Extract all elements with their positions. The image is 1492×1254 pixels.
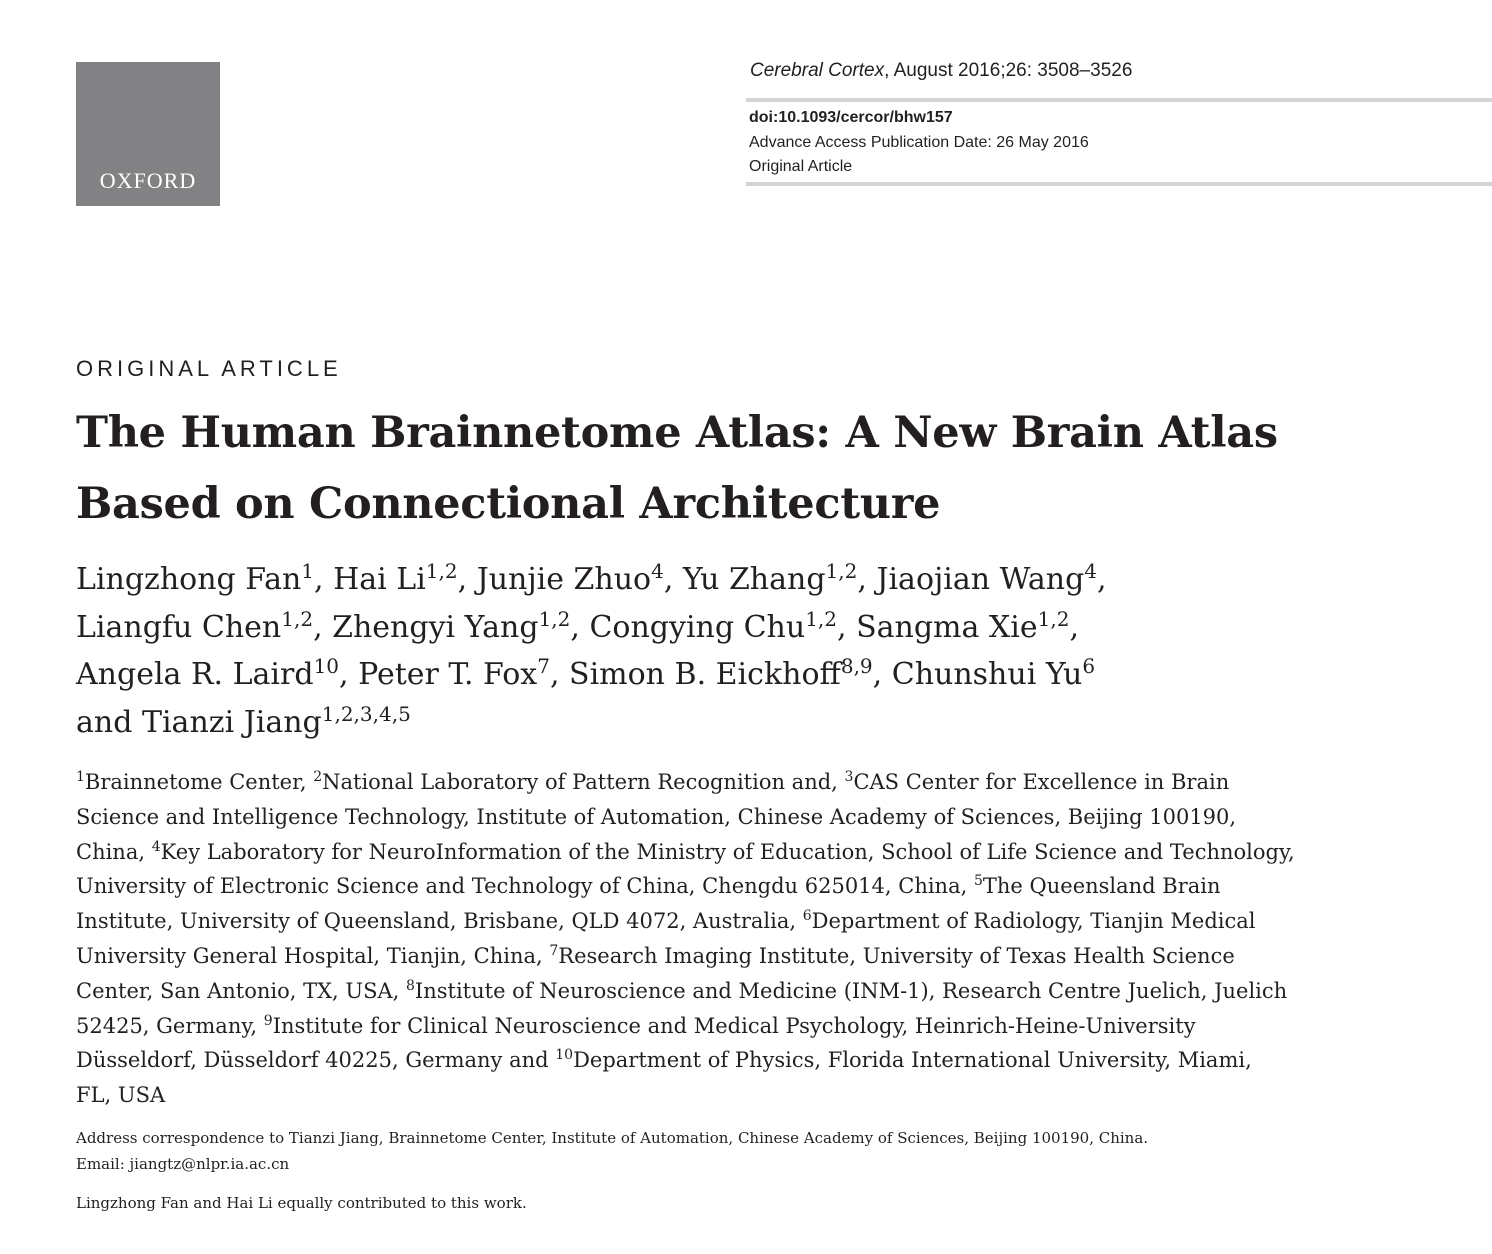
author-affiliation: 6 <box>1082 654 1096 678</box>
correspondence <box>76 1125 1148 1177</box>
affiliation-line <box>76 1043 1456 1078</box>
author-line <box>76 556 1456 604</box>
affiliation-number: 8 <box>406 977 415 994</box>
author-affiliation: 7 <box>537 654 550 678</box>
affiliation-line <box>76 1009 1456 1044</box>
affiliation-number: 3 <box>844 769 854 785</box>
author-separator: , <box>872 657 892 692</box>
author-name[interactable]: Sangma Xie <box>856 609 1038 645</box>
title-line: Based on Connectional Architecture <box>76 479 941 529</box>
title-line: The Human Brainnetome Atlas: A New Brain Atlas <box>76 408 1278 458</box>
article-title <box>76 398 1376 540</box>
oxford-logo <box>76 62 220 206</box>
affiliation-line <box>76 835 1456 870</box>
logo-text: OXFORD <box>99 168 197 193</box>
author-affiliation: 4 <box>1084 559 1098 583</box>
author-name[interactable]: Angela R. Laird <box>76 657 314 692</box>
author-name[interactable]: and Tianzi Jiang <box>76 704 322 740</box>
author-name[interactable]: Peter T. Fox <box>358 657 538 692</box>
author-affiliation: 1,2 <box>281 606 314 631</box>
author-name[interactable]: Zhengyi Yang <box>332 609 539 645</box>
author-line <box>76 604 1456 652</box>
author-line <box>76 699 1456 747</box>
author-name[interactable]: Lingzhong Fan <box>76 562 302 597</box>
affiliation-text: Key Laboratory for NeuroInformation of the Ministry of Education, School of Life Science and Technology, <box>160 839 1295 864</box>
author-affiliation: 8,9 <box>840 654 873 678</box>
affiliation-text: Research Imaging Institute, University of Texas Health Science <box>558 943 1235 968</box>
article-type: Original Article <box>749 158 853 175</box>
author-separator: , <box>1069 609 1079 645</box>
author-separator: , <box>457 562 477 597</box>
affiliation-text: Düsseldorf, Düsseldorf 40225, Germany and <box>76 1048 556 1073</box>
author-name[interactable]: Liangfu Chen <box>76 609 282 645</box>
affiliation-text: Brainnetome Center, <box>84 770 314 794</box>
author-name[interactable]: Congying Chu <box>589 609 806 645</box>
affiliation-text: Institute for Clinical Neuroscience and Medical Psychology, Heinrich-Heine-University <box>272 1013 1196 1038</box>
correspondence-email[interactable]: Email: jiangtz@nlpr.ia.ac.cn <box>76 1155 290 1173</box>
author-name[interactable]: Jiaojian Wang <box>876 562 1085 597</box>
affiliation-text: 52425, Germany, <box>76 1013 264 1038</box>
equal-contribution-note: Lingzhong Fan and Hai Li equally contributed to this work. <box>76 1194 527 1212</box>
author-affiliation: 1,2 <box>805 606 838 631</box>
author-affiliation: 1 <box>301 559 315 583</box>
author-affiliation: 1,2 <box>825 559 858 583</box>
correspondence-address: Address correspondence to Tianzi Jiang, Brainnetome Center, Institute of Automation, Chinese Academy of Sciences, Beijing 100190, China. <box>76 1129 1149 1147</box>
author-separator: , <box>663 562 683 597</box>
affiliation-text: The Queensland Brain <box>982 874 1221 899</box>
affiliation-line <box>76 800 1456 835</box>
affiliation-text: CAS Center for Excellence in Brain <box>853 770 1230 794</box>
affiliation-number: 4 <box>151 838 161 855</box>
author-name[interactable]: Yu Zhang <box>682 562 826 597</box>
affiliation-line <box>76 1078 1456 1113</box>
affiliation-number: 7 <box>549 942 559 959</box>
author-name[interactable]: Junjie Zhuo <box>476 562 652 597</box>
header-rule-bottom <box>746 182 1492 186</box>
affiliation-line <box>76 974 1456 1009</box>
author-name[interactable]: Chunshui Yu <box>891 657 1083 692</box>
affiliation-text: Institute of Neuroscience and Medicine (INM-1), Research Centre Juelich, Juelich <box>414 978 1288 1003</box>
affiliation-line <box>76 904 1456 939</box>
author-affiliation: 1,2 <box>538 606 571 631</box>
affiliation-text: National Laboratory of Pattern Recognition and, <box>322 770 845 794</box>
affiliation-line <box>76 939 1456 974</box>
journal-name: Cerebral Cortex <box>750 60 885 81</box>
affiliation-text: Department of Radiology, Tianjin Medical <box>811 909 1256 934</box>
journal-issue: , August 2016;26: 3508–3526 <box>884 60 1133 81</box>
affiliation-text: China, <box>76 839 152 864</box>
affiliation-number: 9 <box>263 1012 273 1029</box>
affiliation-text: University of Electronic Science and Technology of China, Chengdu 625014, China, <box>76 874 974 899</box>
author-separator: , <box>314 562 334 597</box>
affiliations <box>76 765 1456 1113</box>
author-separator: , <box>313 609 333 645</box>
author-list <box>76 556 1456 746</box>
affiliation-text: Institute, University of Queensland, Brisbane, QLD 4072, Australia, <box>76 909 803 934</box>
author-separator: , <box>549 657 570 692</box>
publication-date: Advance Access Publication Date: 26 May 2016 <box>749 134 1089 151</box>
header-rule-top <box>746 98 1492 102</box>
author-affiliation: 4 <box>651 559 664 583</box>
affiliation-number: 1 <box>76 769 85 785</box>
affiliation-line <box>76 765 1456 800</box>
affiliation-text: FL, USA <box>76 1083 166 1108</box>
journal-citation <box>750 60 1132 82</box>
affiliation-number: 6 <box>802 908 812 925</box>
author-line <box>76 651 1456 699</box>
affiliation-text: Center, San Antonio, TX, USA, <box>76 978 406 1003</box>
author-name[interactable]: Simon B. Eickhoff <box>569 657 841 692</box>
affiliation-number: 10 <box>555 1047 574 1064</box>
author-affiliation: 1,2 <box>425 559 458 583</box>
author-affiliation: 1,2,3,4,5 <box>321 701 411 726</box>
author-separator: , <box>570 609 590 645</box>
author-separator: , <box>857 562 877 597</box>
affiliation-text: University General Hospital, Tianjin, China, <box>76 943 550 968</box>
doi-link[interactable]: doi:10.1093/cercor/bhw157 <box>749 109 953 126</box>
author-affiliation: 10 <box>313 654 340 678</box>
affiliation-text: Science and Intelligence Technology, Institute of Automation, Chinese Academy of Sciences, Beijing 100190, <box>76 804 1237 829</box>
author-affiliation: 1,2 <box>1037 606 1070 631</box>
affiliation-number: 2 <box>313 769 323 785</box>
author-separator: , <box>1097 562 1107 597</box>
section-label: ORIGINAL ARTICLE <box>76 356 342 381</box>
affiliation-number: 5 <box>973 873 983 890</box>
author-name[interactable]: Hai Li <box>333 562 426 597</box>
affiliation-text: Department of Physics, Florida International University, Miami, <box>573 1048 1252 1073</box>
author-separator: , <box>837 609 857 645</box>
affiliation-line <box>76 869 1456 904</box>
author-separator: , <box>339 657 359 692</box>
